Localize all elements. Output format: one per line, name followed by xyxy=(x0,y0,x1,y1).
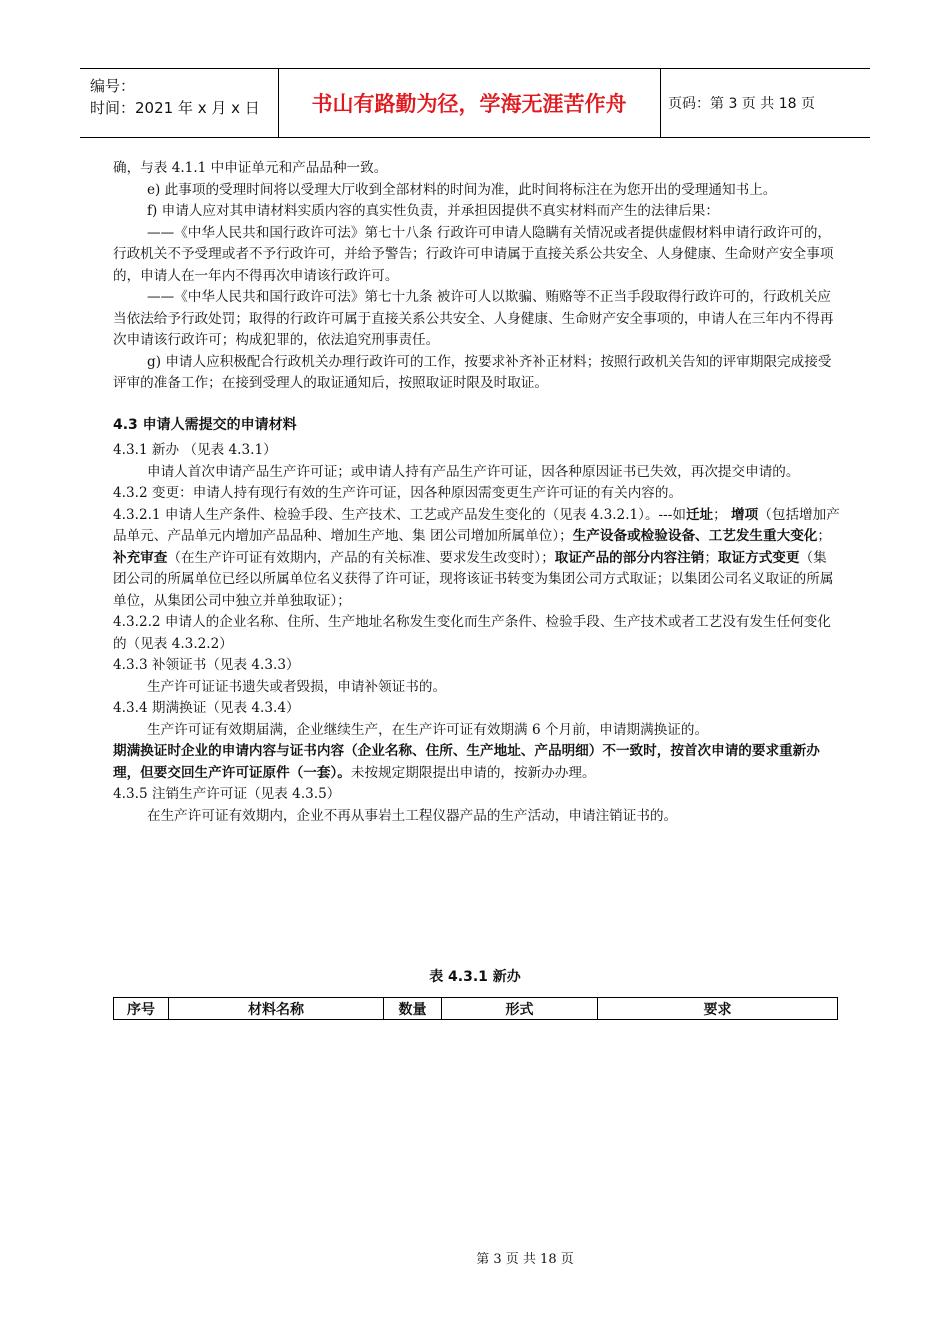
page-footer: 第 3 页 共 18 页 xyxy=(476,1252,574,1267)
paragraph: 生产许可证有效期届满，企业继续生产，在生产许可证有效期满 6 个月前，申请期满换证的。 xyxy=(147,721,709,738)
paragraph: ——《中华人民共和国行政许可法》第七十八条 行政许可申请人隐瞒有关情况或者提供虚假材料申请行政许可的，行政机关不予受理或者不予行政许可，并给予警告；行政许可申请属于直接关系公共安全、人身健康、生命财产安全事项的，申请人在一年内不得再次申请该行政许可。 xyxy=(113,224,834,284)
paragraph: e) 此事项的受理时间将以受理大厅收到全部材料的时间为准，此时间将标注在为您开出的受理通知书上。 xyxy=(147,181,777,198)
text-run: ； xyxy=(713,506,732,523)
subsection-heading: 4.3.2 变更：申请人持有现行有效的生产许可证，因各种原因需变更生产许可证的有关内容的。 xyxy=(113,485,683,501)
paragraph xyxy=(113,741,840,784)
text-run: （在生产许可证有效期内，产品的有关标准、要求发生改变时）； xyxy=(167,549,555,566)
paragraph: 确，与表 4.1.1 中申证单元和产品品种一致。 xyxy=(113,160,388,176)
time-label: 时间：2021 年 x 月 x 日 xyxy=(90,99,260,117)
paragraph: 在生产许可证有效期内，企业不再从事岩土工程仪器产品的生产活动，申请注销证书的。 xyxy=(147,807,678,824)
paragraph xyxy=(113,505,840,613)
paragraph: ——《中华人民共和国行政许可法》第七十九条 被许可人以欺骗、贿赂等不正当手段取得行政许可的，行政机关应当依法给予行政处罚；取得的行政许可属于直接关系公共安全、人身健康、生命财产安全事项的，申请人在三年内不得再次申请该行政许可；构成犯罪的，依法追究刑事责任。 xyxy=(113,289,834,348)
table-header-cell: 材料名称 xyxy=(169,998,384,1019)
paragraph: g) 申请人应积极配合行政机关办理行政许可的工作，按要求补齐补正材料；按照行政机关告知的评审期限完成接受评审的准备工作；在接到受理人的取证通知后，按照取证时限及时取证。 xyxy=(113,353,832,391)
text-run: （集团公司的所属单位已经以所属单位名义获得了许可证，现将该证书转变为集团公司方式取证；以集团公司名义取证的所属单位，从集团公司中独立并单独取证）； xyxy=(113,549,834,609)
table-header-cell: 数量 xyxy=(384,998,442,1019)
bold-run: 取证产品的部分内容注销 xyxy=(554,549,705,566)
table-header-cell: 形式 xyxy=(442,998,598,1019)
materials-table-header xyxy=(113,997,838,1020)
subsection-heading: 4.3.3 补领证书（见表 4.3.3） xyxy=(113,657,300,673)
bold-run: 取证方式变更 xyxy=(717,549,800,566)
bold-run: 生产设备或检验设备、工艺发生重大变化 xyxy=(572,528,818,544)
subsection-heading: 4.3.5 注销生产许可证（见表 4.3.5） xyxy=(113,786,341,802)
number-label: 编号： xyxy=(90,77,136,95)
header-meta xyxy=(80,69,279,137)
text-run: 未按规定期限提出申请的，按新办办理。 xyxy=(350,764,596,781)
text-run: （包括增加产品单元、产品单元内增加产品品种、增加生产地、集 团公司增加所属单位）； xyxy=(113,506,840,544)
header-motto: 书山有路勤为径，学海无涯苦作舟 xyxy=(278,69,661,137)
paragraph: 生产许可证证书遗失或者毁损，申请补领证书的。 xyxy=(147,678,447,695)
page-header xyxy=(80,68,870,138)
bold-run: 补充审查 xyxy=(113,549,168,566)
document-body xyxy=(113,158,840,827)
bold-run: 增项 xyxy=(731,506,759,523)
text-run: 4.3.2.1 申请人生产条件、检验手段、生产技术、工艺或产品发生变化的（见表 4.3.2.1）。---如 xyxy=(113,506,686,523)
table-title: 表 4.3.1 新办 xyxy=(429,969,521,985)
text-run: ； xyxy=(704,549,718,566)
subsection-heading: 4.3.1 新办 （见表 4.3.1） xyxy=(113,442,277,458)
table-header-cell: 序号 xyxy=(114,998,169,1019)
section-heading: 4.3 申请人需提交的申请材料 xyxy=(113,416,297,433)
paragraph: f) 申请人应对其申请材料实质内容的真实性负责，并承担因提供不真实材料而产生的法律后果： xyxy=(147,203,719,219)
header-page-label: 页码：第 3 页 共 18 页 xyxy=(668,96,815,112)
paragraph: 申请人首次申请产品生产许可证；或申请人持有产品生产许可证，因各种原因证书已失效，再次提交申请的。 xyxy=(147,463,800,480)
table-header-cell: 要求 xyxy=(703,1001,732,1018)
bold-run: 迁址 xyxy=(685,506,714,523)
subsection-heading: 4.3.4 期满换证（见表 4.3.4） xyxy=(113,700,300,716)
paragraph: 4.3.2.2 申请人的企业名称、住所、生产地址名称发生变化而生产条件、检验手段、生产技术或者工艺没有发生任何变化的（见表 4.3.2.2） xyxy=(113,614,831,652)
text-run: ； xyxy=(817,528,831,544)
bold-run: 期满换证时企业的申请内容与证书内容（企业名称、住所、生产地址、产品明细）不一致时，按首次申请的要求重新办理，但要交回生产许可证原件（一套）。 xyxy=(113,743,820,781)
